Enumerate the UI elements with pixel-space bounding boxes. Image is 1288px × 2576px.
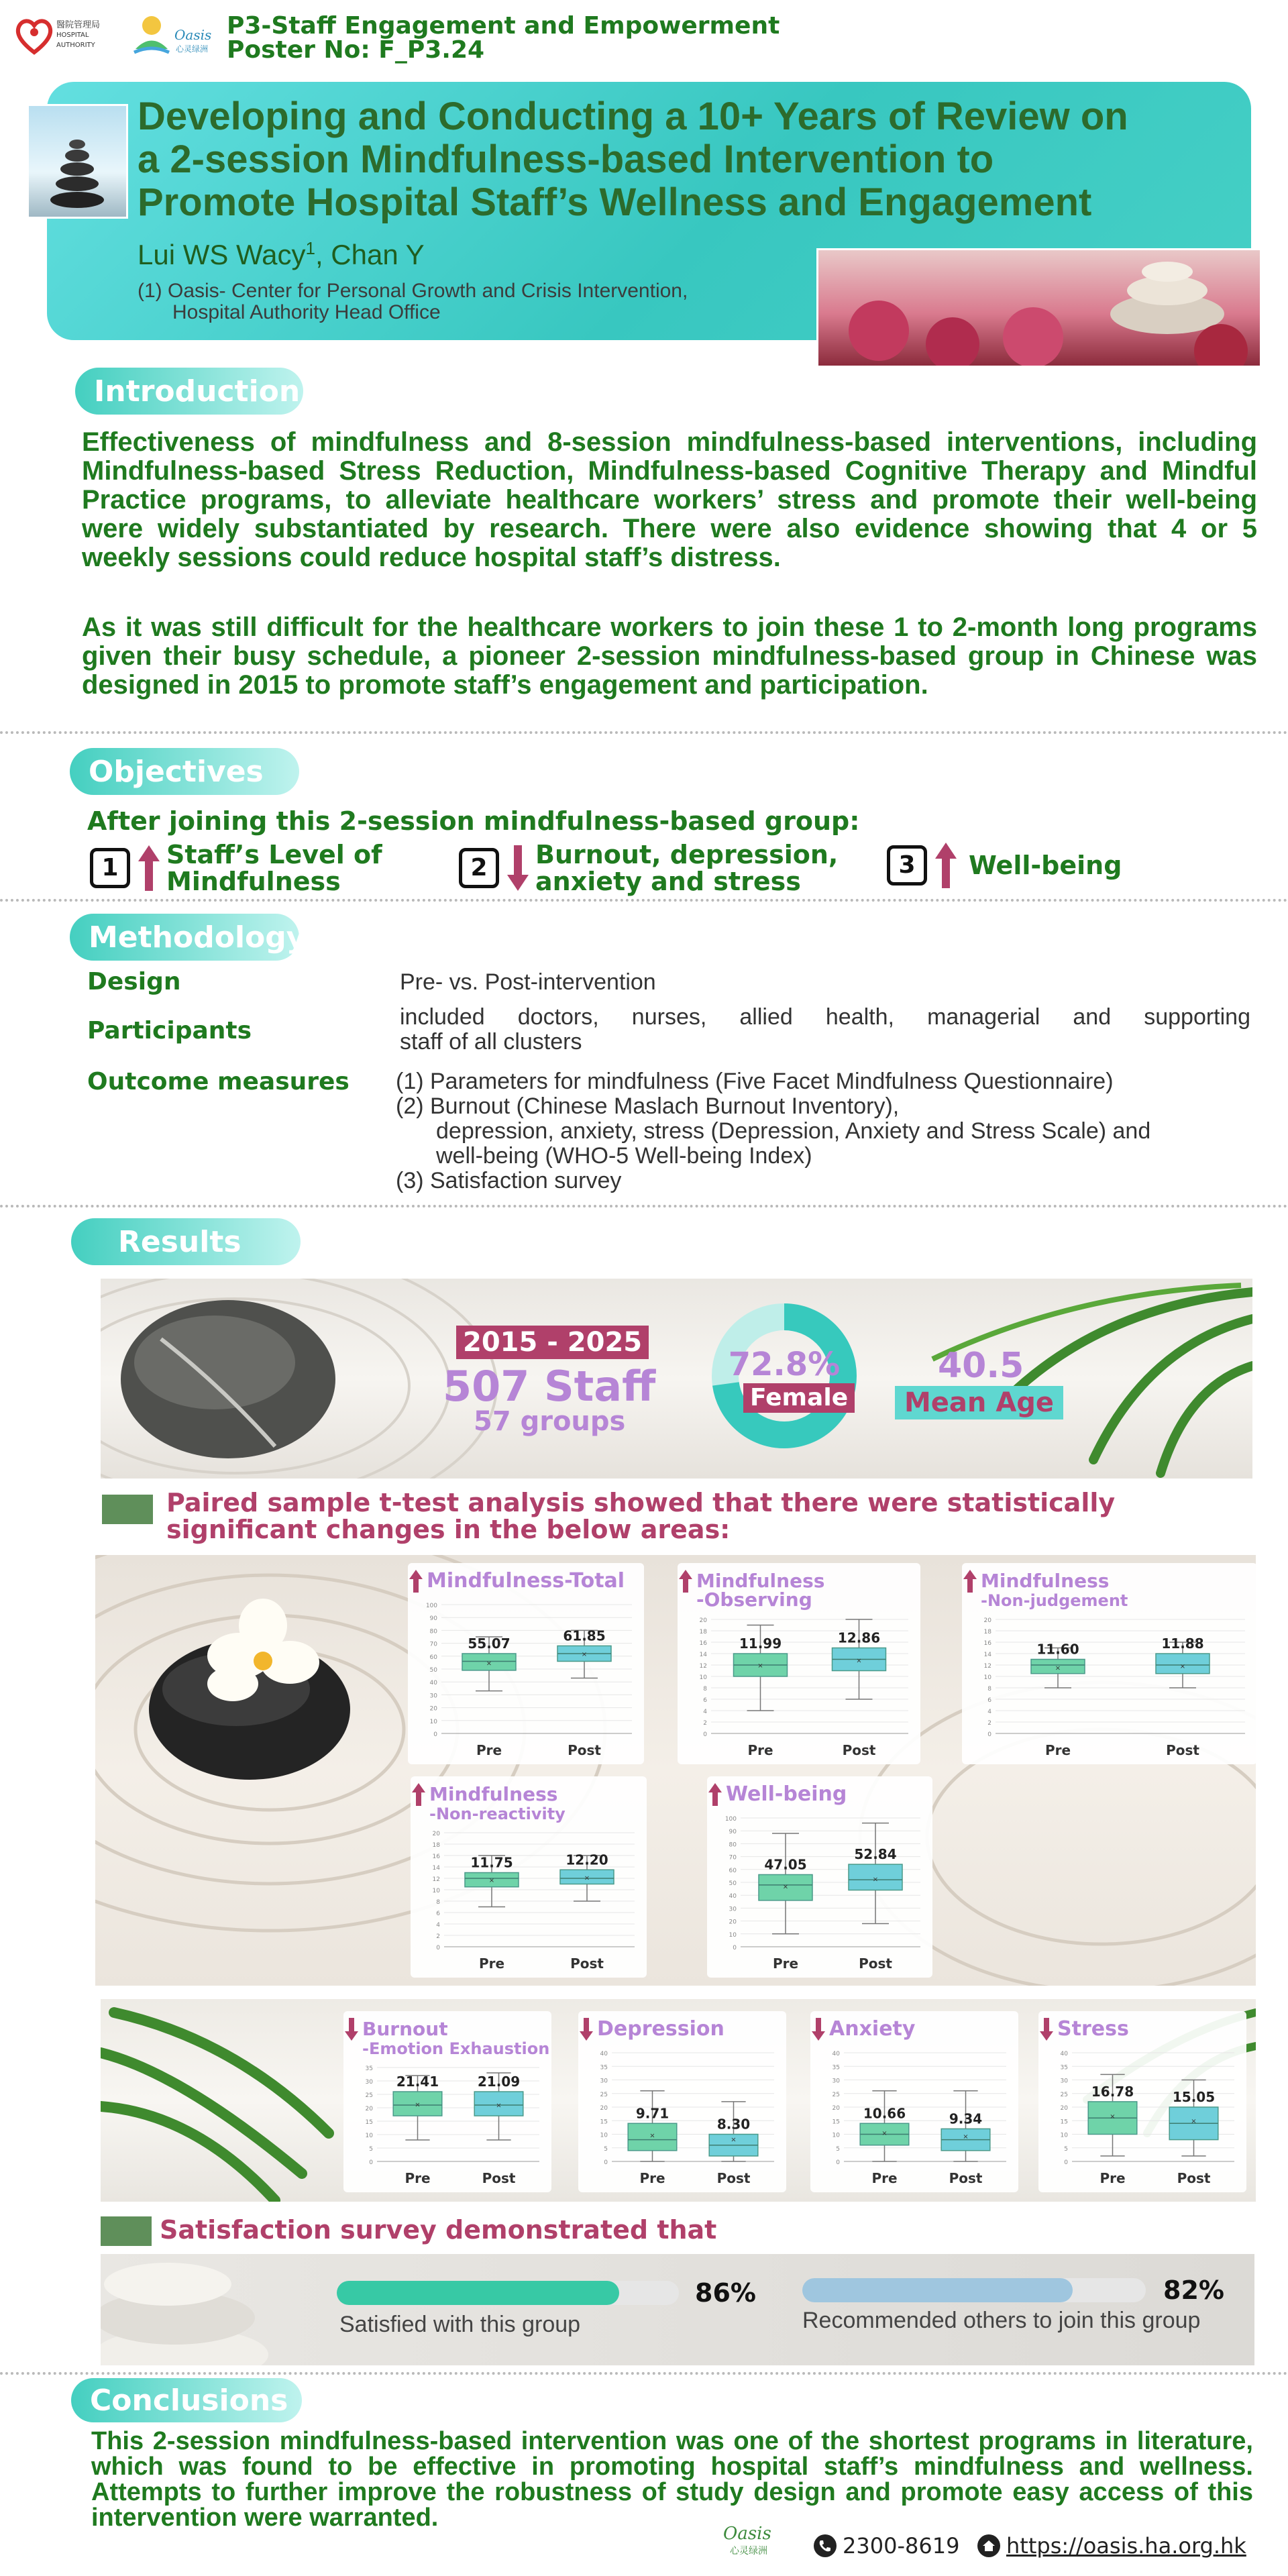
ttest-marker bbox=[102, 1495, 153, 1524]
tick-label: 0 bbox=[436, 1945, 440, 1951]
tick-label: 50 bbox=[729, 1880, 737, 1887]
mean-marker: × bbox=[881, 2129, 888, 2137]
objective-item-2 bbox=[459, 841, 838, 895]
chart-title: Depression bbox=[597, 2017, 724, 2041]
tick-label: 6 bbox=[703, 1697, 707, 1704]
tick-label: 12 bbox=[983, 1663, 991, 1670]
mean-marker: × bbox=[496, 2102, 502, 2110]
tick-label: 90 bbox=[429, 1615, 437, 1623]
data-label: 21.09 bbox=[477, 2074, 521, 2090]
category-label-post: Post bbox=[1166, 1742, 1199, 1758]
poster-title bbox=[138, 95, 1251, 224]
footer-phone[interactable] bbox=[813, 2533, 959, 2559]
chart-title: Stress bbox=[1057, 2017, 1129, 2041]
chart-title-2: -Emotion Exhaustion bbox=[362, 2039, 550, 2058]
satisfaction-1-percent: 86% bbox=[695, 2278, 756, 2308]
tick-label: 100 bbox=[425, 1603, 437, 1609]
tick-label: 40 bbox=[832, 2051, 840, 2057]
chart-title: Mindfulness-Total bbox=[427, 1569, 625, 1593]
tick-label: 10 bbox=[983, 1674, 991, 1681]
mean-marker: × bbox=[415, 2101, 421, 2109]
category-label-post: Post bbox=[570, 1955, 604, 1972]
tick-label: 40 bbox=[600, 2051, 608, 2057]
tick-label: 0 bbox=[733, 1945, 737, 1951]
tick-label: 15 bbox=[365, 2119, 373, 2126]
tick-label: 35 bbox=[365, 2065, 373, 2072]
ttest-heading-2: significant changes in the below areas: bbox=[166, 1515, 731, 1544]
tick-label: 0 bbox=[703, 1731, 707, 1738]
objective-text-1a: Staff’s Level of bbox=[166, 840, 382, 869]
introduction-heading: Introduction bbox=[75, 368, 303, 415]
ha-logo-icon bbox=[13, 15, 55, 56]
category-label-pre: Pre bbox=[405, 2170, 431, 2186]
mean-marker: × bbox=[872, 1876, 879, 1884]
footer-oasis-logo bbox=[723, 2524, 797, 2564]
data-label: 11.75 bbox=[470, 1854, 513, 1871]
mean-marker: × bbox=[963, 2133, 969, 2141]
boxplot-burnout bbox=[343, 2011, 551, 2192]
mean-marker: × bbox=[856, 1657, 862, 1665]
authors bbox=[138, 238, 425, 271]
arrow-up-icon bbox=[409, 1570, 423, 1593]
data-label: 10.66 bbox=[863, 2105, 906, 2122]
tick-label: 12 bbox=[699, 1663, 707, 1670]
mean-marker: × bbox=[731, 2136, 737, 2144]
title-photo-flowers bbox=[816, 248, 1262, 368]
author-rest: , Chan Y bbox=[315, 239, 425, 270]
ha-logo bbox=[13, 15, 121, 62]
tick-label: 20 bbox=[600, 2105, 608, 2112]
tick-label: 0 bbox=[604, 2159, 608, 2166]
tick-label: 0 bbox=[1064, 2159, 1068, 2166]
objective-text-1b: Mindfulness bbox=[166, 867, 341, 896]
satisfaction-bar-1 bbox=[337, 2281, 679, 2305]
methodology-heading: Methodology bbox=[70, 914, 299, 961]
satisfaction-2-label: Recommended others to join this group bbox=[802, 2308, 1201, 2333]
tick-label: 30 bbox=[429, 1693, 437, 1700]
category-label-pre: Pre bbox=[772, 1955, 799, 1972]
tick-label: 35 bbox=[832, 2064, 840, 2072]
satisfaction-1-label: Satisfied with this group bbox=[339, 2312, 581, 2337]
conclusions-text: This 2-session mindfulness-based intervention was one of the shortest programs in literature, which was found to be effective in promoting hospital staff’s mindfulness and wellness. Attempts to further improve the robustness of study design and promote easy access of this intervention were warranted. bbox=[91, 2427, 1253, 2532]
poster-number: Poster No: F_P3.24 bbox=[227, 36, 485, 64]
arrow-up-icon bbox=[708, 1783, 722, 1806]
participants-line-1: included doctors, nurses, allied health, managerial and supporting bbox=[400, 1004, 1250, 1030]
mean-marker: × bbox=[1179, 1663, 1186, 1671]
divider bbox=[0, 2372, 1288, 2375]
outcome-2b: depression, anxiety, stress (Depression, Anxiety and Stress Scale) and bbox=[436, 1118, 1151, 1144]
tick-label: 60 bbox=[429, 1654, 437, 1661]
satisfaction-bar-2 bbox=[802, 2278, 1146, 2302]
category-label-pre: Pre bbox=[639, 2170, 665, 2186]
mean-marker: × bbox=[1110, 2113, 1116, 2121]
tick-label: 5 bbox=[836, 2145, 840, 2153]
data-label: 9.34 bbox=[949, 2110, 983, 2127]
chart-card-depression bbox=[578, 2011, 786, 2192]
objective-text-2b: anxiety and stress bbox=[535, 867, 801, 896]
divider bbox=[0, 899, 1288, 902]
chart-title-2: -Observing bbox=[696, 1589, 812, 1611]
arrow-down-icon bbox=[812, 2018, 825, 2041]
tick-label: 35 bbox=[600, 2064, 608, 2072]
arrow-down-icon bbox=[580, 2018, 593, 2041]
chart-card-mindfulness-non-reactivity bbox=[411, 1776, 647, 1978]
boxplot-depression bbox=[578, 2011, 786, 2192]
affiliation bbox=[138, 280, 688, 323]
ha-logo-en1: HOSPITAL bbox=[56, 32, 89, 39]
footer-oasis-cn: 心灵绿洲 bbox=[730, 2546, 767, 2557]
tick-label: 6 bbox=[436, 1911, 440, 1917]
title-line-1: Developing and Conducting a 10+ Years of Review on bbox=[138, 95, 1128, 138]
data-label: 55.07 bbox=[468, 1635, 511, 1652]
arrow-up-icon bbox=[934, 841, 958, 890]
tick-label: 2 bbox=[703, 1720, 707, 1727]
category-label-pre: Pre bbox=[1099, 2170, 1126, 2186]
divider bbox=[0, 731, 1288, 734]
tick-label: 90 bbox=[729, 1829, 737, 1836]
satisfaction-bar-2-fill bbox=[802, 2278, 1073, 2302]
oasis-logo bbox=[131, 12, 219, 66]
tick-label: 20 bbox=[365, 2106, 373, 2112]
objective-number: 3 bbox=[887, 845, 927, 885]
title-line-2: a 2-session Mindfulness-based Intervention to bbox=[138, 138, 994, 181]
tick-label: 2 bbox=[987, 1720, 991, 1727]
arrow-up-icon bbox=[679, 1570, 692, 1593]
chart-card-burnout bbox=[343, 2011, 551, 2192]
tick-label: 30 bbox=[1060, 2078, 1068, 2085]
chart-card-mindfulness-non-judgement bbox=[962, 1563, 1257, 1764]
outcome-2c: well-being (WHO-5 Well-being Index) bbox=[436, 1143, 812, 1169]
arrow-up-icon bbox=[963, 1570, 977, 1593]
conclusions-heading: Conclusions bbox=[71, 2378, 302, 2422]
satisfaction-heading: Satisfaction survey demonstrated that bbox=[160, 2215, 717, 2245]
data-label: 16.78 bbox=[1091, 2083, 1134, 2100]
design-label: Design bbox=[87, 968, 181, 996]
data-label: 12.86 bbox=[837, 1629, 881, 1646]
outcome-1: (1) Parameters for mindfulness (Five Facet Mindfulness Questionnaire) bbox=[396, 1069, 1114, 1094]
author-sup: 1 bbox=[305, 238, 315, 258]
tick-label: 18 bbox=[432, 1842, 440, 1849]
ttest-heading bbox=[166, 1489, 1115, 1543]
tick-label: 14 bbox=[432, 1865, 440, 1872]
tick-label: 10 bbox=[429, 1718, 437, 1725]
tick-label: 10 bbox=[699, 1674, 707, 1681]
tick-label: 16 bbox=[983, 1640, 991, 1647]
ha-logo-en2: AUTHORITY bbox=[56, 42, 95, 49]
group-count: 57 groups bbox=[474, 1406, 626, 1437]
staff-count: 507 Staff bbox=[443, 1362, 656, 1411]
oasis-logo-cn: 心灵绿洲 bbox=[176, 44, 209, 54]
arrow-up-icon bbox=[412, 1783, 425, 1806]
design-value: Pre- vs. Post-intervention bbox=[400, 969, 656, 995]
mean-marker: × bbox=[649, 2132, 655, 2140]
tick-label: 6 bbox=[987, 1697, 991, 1704]
tick-label: 70 bbox=[729, 1854, 737, 1862]
female-label: Female bbox=[743, 1383, 855, 1413]
tick-label: 25 bbox=[832, 2091, 840, 2098]
chart-title: Anxiety bbox=[829, 2017, 916, 2041]
mean-marker: × bbox=[488, 1877, 495, 1885]
outcome-2a: (2) Burnout (Chinese Maslach Burnout Inventory), bbox=[396, 1093, 900, 1119]
category-label-pre: Pre bbox=[476, 1742, 502, 1758]
objective-text-3: Well-being bbox=[969, 851, 1122, 880]
tick-label: 35 bbox=[1060, 2064, 1068, 2072]
tick-label: 15 bbox=[832, 2118, 840, 2126]
tick-label: 40 bbox=[729, 1893, 737, 1900]
category-label-post: Post bbox=[568, 1742, 601, 1758]
tick-label: 30 bbox=[729, 1906, 737, 1913]
tick-label: 40 bbox=[1060, 2051, 1068, 2057]
tick-label: 0 bbox=[987, 1731, 991, 1738]
outcome-label: Outcome measures bbox=[87, 1068, 350, 1095]
tick-label: 30 bbox=[365, 2079, 373, 2086]
chart-title: Mindfulness bbox=[429, 1783, 558, 1805]
data-label: 61.85 bbox=[563, 1627, 606, 1644]
tick-label: 8 bbox=[987, 1686, 991, 1693]
tick-label: 20 bbox=[832, 2105, 840, 2112]
footer-website-link[interactable]: https://oasis.ha.org.hk bbox=[1006, 2533, 1246, 2559]
data-label: 15.05 bbox=[1172, 2089, 1216, 2105]
sand-stone-background bbox=[101, 1279, 1252, 1479]
objective-number: 2 bbox=[459, 848, 499, 888]
tick-label: 15 bbox=[600, 2118, 608, 2126]
mean-marker: × bbox=[581, 1651, 588, 1659]
title-photo-stones bbox=[27, 104, 128, 219]
author-main: Lui WS Wacy bbox=[138, 239, 306, 270]
chart-card-anxiety bbox=[810, 2011, 1018, 2192]
tick-label: 8 bbox=[703, 1686, 707, 1693]
affiliation-line-1: (1) Oasis- Center for Personal Growth and Crisis Intervention, bbox=[138, 280, 688, 302]
tick-label: 30 bbox=[600, 2078, 608, 2085]
oasis-logo-icon bbox=[131, 12, 172, 59]
objective-number: 1 bbox=[90, 848, 130, 888]
chart-title: Mindfulness bbox=[981, 1570, 1110, 1592]
footer-website[interactable] bbox=[977, 2533, 1246, 2559]
satisfaction-marker bbox=[101, 2216, 152, 2246]
data-label: 11.88 bbox=[1161, 1635, 1204, 1652]
category-label-post: Post bbox=[482, 2170, 516, 2186]
objective-item-1 bbox=[90, 841, 382, 895]
chart-title: Burnout bbox=[362, 2018, 448, 2040]
objectives-heading: Objectives bbox=[70, 748, 299, 795]
chart-title-2: -Non-judgement bbox=[981, 1591, 1128, 1610]
tick-label: 14 bbox=[983, 1652, 991, 1658]
data-label: 47.05 bbox=[764, 1856, 807, 1873]
category-label-post: Post bbox=[859, 1955, 892, 1972]
tick-label: 20 bbox=[429, 1705, 437, 1713]
tick-label: 20 bbox=[432, 1831, 440, 1837]
data-label: 11.99 bbox=[739, 1635, 782, 1652]
white-stones-icon bbox=[101, 2254, 302, 2365]
satisfaction-2-percent: 82% bbox=[1163, 2275, 1224, 2305]
mean-marker: × bbox=[757, 1662, 763, 1670]
data-label: 12.20 bbox=[566, 1851, 608, 1868]
category-label-pre: Pre bbox=[1044, 1742, 1071, 1758]
tick-label: 10 bbox=[832, 2132, 840, 2139]
boxplot-mindfulness-non-reactivity bbox=[411, 1776, 647, 1978]
tick-label: 10 bbox=[1060, 2132, 1068, 2139]
mean-marker: × bbox=[1055, 1664, 1061, 1672]
chart-card-well-being bbox=[707, 1776, 932, 1978]
tick-label: 60 bbox=[729, 1867, 737, 1874]
data-label: 9.71 bbox=[635, 2105, 669, 2122]
outcome-list bbox=[396, 1069, 1261, 1193]
tick-label: 4 bbox=[436, 1922, 440, 1929]
tick-label: 5 bbox=[604, 2145, 608, 2153]
category-label-pre: Pre bbox=[871, 2170, 898, 2186]
mean-age-label: Mean Age bbox=[895, 1386, 1063, 1419]
data-label: 52.84 bbox=[854, 1846, 897, 1863]
years-badge: 2015 - 2025 bbox=[456, 1326, 649, 1359]
demographics-banner bbox=[101, 1279, 1252, 1479]
data-label: 21.41 bbox=[396, 2074, 439, 2090]
tick-label: 50 bbox=[429, 1667, 437, 1674]
chart-card-mindfulness-total bbox=[408, 1563, 644, 1764]
participants-label: Participants bbox=[87, 1017, 252, 1044]
ttest-heading-1: Paired sample t-test analysis showed that there were statistically bbox=[166, 1488, 1116, 1517]
footer-phone-text: 2300-8619 bbox=[843, 2533, 960, 2559]
tick-label: 25 bbox=[365, 2092, 373, 2099]
data-label: 11.60 bbox=[1036, 1641, 1079, 1658]
boxplot-mindfulness-observing bbox=[678, 1563, 920, 1764]
category-label-post: Post bbox=[1177, 2170, 1211, 2186]
tick-label: 80 bbox=[729, 1841, 737, 1849]
tick-label: 5 bbox=[369, 2146, 373, 2153]
objective-item-3 bbox=[887, 841, 1122, 890]
tick-label: 40 bbox=[429, 1680, 437, 1687]
tick-label: 8 bbox=[436, 1899, 440, 1906]
tick-label: 20 bbox=[1060, 2105, 1068, 2112]
tick-label: 18 bbox=[983, 1629, 991, 1635]
ha-logo-cn: 醫院管理局 bbox=[56, 20, 101, 30]
outcome-3: (3) Satisfaction survey bbox=[396, 1168, 622, 1193]
category-label-post: Post bbox=[949, 2170, 983, 2186]
objectives-lead: After joining this 2-session mindfulness-based group: bbox=[87, 806, 860, 836]
category-label-post: Post bbox=[842, 1742, 876, 1758]
tick-label: 0 bbox=[836, 2159, 840, 2166]
mean-marker: × bbox=[486, 1660, 492, 1668]
boxplot-mindfulness-total bbox=[408, 1563, 644, 1764]
tick-label: 12 bbox=[432, 1876, 440, 1883]
satisfaction-bar-1-fill bbox=[337, 2281, 619, 2305]
stones-icon bbox=[29, 106, 126, 217]
tick-label: 20 bbox=[983, 1617, 991, 1624]
arrow-down-icon bbox=[1040, 2018, 1053, 2041]
tick-label: 0 bbox=[369, 2159, 373, 2166]
mean-marker: × bbox=[1191, 2118, 1197, 2126]
phone-icon bbox=[813, 2534, 837, 2558]
affiliation-line-2: Hospital Authority Head Office bbox=[172, 301, 441, 323]
oasis-logo-text: Oasis bbox=[174, 27, 212, 43]
chart-card-stress bbox=[1038, 2011, 1246, 2192]
tick-label: 25 bbox=[600, 2091, 608, 2098]
tick-label: 4 bbox=[987, 1709, 991, 1715]
tick-label: 30 bbox=[832, 2078, 840, 2085]
tick-label: 20 bbox=[699, 1617, 707, 1624]
category-label-pre: Pre bbox=[478, 1955, 505, 1972]
boxplot-stress bbox=[1038, 2011, 1246, 2192]
tick-label: 10 bbox=[600, 2132, 608, 2139]
boxplot-anxiety bbox=[810, 2011, 1018, 2192]
boxplot-well-being bbox=[707, 1776, 932, 1978]
footer-oasis-text: Oasis bbox=[723, 2524, 771, 2544]
tick-label: 70 bbox=[429, 1641, 437, 1648]
tick-label: 25 bbox=[1060, 2091, 1068, 2098]
tick-label: 10 bbox=[432, 1888, 440, 1894]
divider bbox=[0, 1205, 1288, 1208]
tick-label: 16 bbox=[699, 1640, 707, 1647]
chart-title: Well-being bbox=[726, 1782, 847, 1806]
introduction-paragraph-1: Effectiveness of mindfulness and 8-session mindfulness-based interventions, including Mindfulness-based Stress Reduction, Mindfulness-based Cognitive Therapy and Mindful Practice programs, to alleviate healthcare workers’ stress and promote their well-being were widely substantiated by research. There were also evidence showing that 4 or 5 weekly sessions could reduce hospital staff’s distress. bbox=[82, 427, 1257, 572]
mean-age: 40.5 bbox=[938, 1346, 1024, 1386]
track-label: P3-Staff Engagement and Empowerment bbox=[227, 12, 780, 40]
objective-text-2a: Burnout, depression, bbox=[535, 840, 839, 869]
tick-label: 18 bbox=[699, 1629, 707, 1635]
mean-marker: × bbox=[584, 1874, 590, 1882]
arrow-up-icon bbox=[137, 844, 161, 892]
category-label-post: Post bbox=[716, 2170, 751, 2186]
tick-label: 10 bbox=[365, 2133, 373, 2139]
participants-value bbox=[400, 1005, 1250, 1055]
tick-label: 5 bbox=[1064, 2145, 1068, 2153]
tick-label: 100 bbox=[724, 1816, 737, 1823]
tick-label: 4 bbox=[703, 1709, 707, 1715]
tick-label: 2 bbox=[436, 1933, 440, 1940]
category-label-pre: Pre bbox=[747, 1742, 773, 1758]
data-label: 8.30 bbox=[716, 2116, 751, 2133]
mean-marker: × bbox=[782, 1883, 789, 1891]
arrow-down-icon bbox=[506, 844, 530, 892]
tick-label: 15 bbox=[1060, 2118, 1068, 2126]
results-heading: Results bbox=[71, 1218, 301, 1265]
tick-label: 10 bbox=[729, 1931, 737, 1939]
chart-title-2: -Non-reactivity bbox=[429, 1805, 566, 1823]
tick-label: 16 bbox=[432, 1854, 440, 1860]
pebble-flower-icon bbox=[818, 250, 1260, 366]
boxplot-mindfulness-non-judgement bbox=[962, 1563, 1257, 1764]
chart-title: Mindfulness bbox=[696, 1570, 825, 1592]
participants-line-2: staff of all clusters bbox=[400, 1029, 582, 1055]
tick-label: 14 bbox=[699, 1652, 707, 1658]
title-line-3: Promote Hospital Staff’s Wellness and Engagement bbox=[138, 180, 1092, 224]
tick-label: 80 bbox=[429, 1628, 437, 1635]
introduction-paragraph-2: As it was still difficult for the healthcare workers to join these 1 to 2-month long programs given their busy schedule, a pioneer 2-session mindfulness-based group in Chinese was designed in 2015 to promote staff’s engagement and participation. bbox=[82, 612, 1257, 700]
tick-label: 0 bbox=[433, 1731, 437, 1738]
home-icon bbox=[977, 2534, 1001, 2558]
female-percent: 72.8% bbox=[728, 1346, 841, 1383]
arrow-down-icon bbox=[345, 2018, 358, 2041]
chart-card-mindfulness-observing bbox=[678, 1563, 920, 1764]
tick-label: 20 bbox=[729, 1919, 737, 1926]
